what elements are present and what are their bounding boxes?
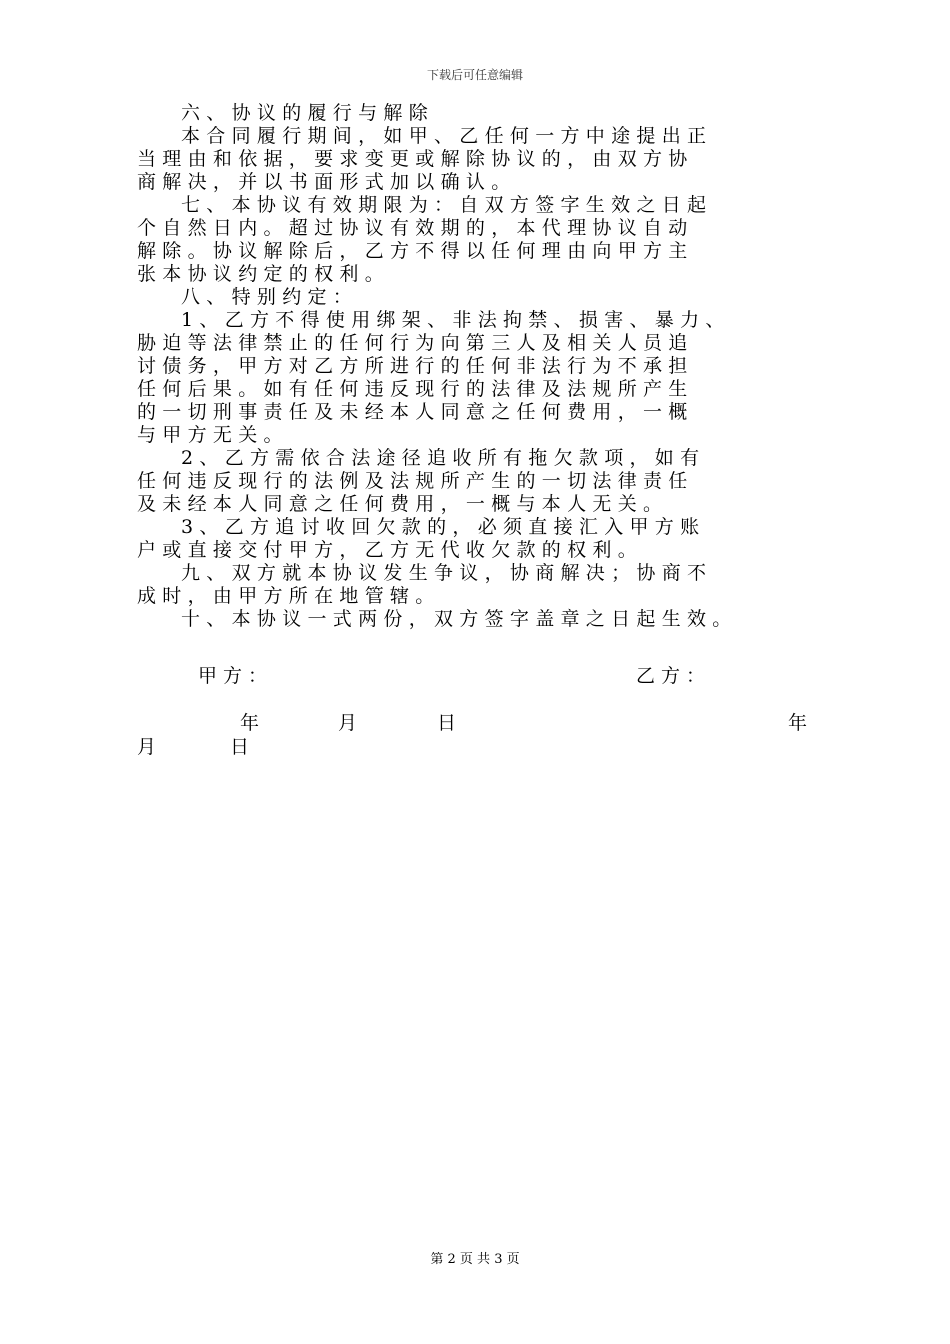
text-line: 2、乙方需依合法途径追收所有拖欠款项，如有 <box>181 447 706 469</box>
text-line: 任何后果。如有任何违反现行的法律及法规所产生 <box>137 378 694 400</box>
party-b-date-day: 日 <box>230 736 250 758</box>
text-line: 3、乙方追讨收回欠款的，必须直接汇入甲方账 <box>181 516 706 538</box>
text-line: 七、本协议有效期限为：自双方签字生效之日起 <box>181 194 713 216</box>
text-line: 当理由和依据，要求变更或解除协议的，由双方协 <box>137 148 694 170</box>
text-line: 任何违反现行的法例及法规所产生的一切法律责任 <box>137 470 694 492</box>
text-line: 解除。协议解除后，乙方不得以任何理由向甲方主 <box>137 240 694 262</box>
text-line: 1、乙方不得使用绑架、非法拘禁、损害、暴力、 <box>181 309 731 331</box>
text-line: 及未经本人同意之任何费用，一概与本人无关。 <box>137 493 669 515</box>
text-line: 十、本协议一式两份，双方签字盖章之日起生效。 <box>181 608 738 630</box>
party-a-date-year: 年 <box>240 712 260 734</box>
text-line: 九、双方就本协议发生争议，协商解决；协商不 <box>181 562 713 584</box>
text-line: 个自然日内。超过协议有效期的，本代理协议自动 <box>137 217 694 239</box>
text-line: 八、特别约定： <box>181 286 359 308</box>
party-b-date-year: 年 <box>788 712 808 734</box>
text-line: 胁迫等法律禁止的任何行为向第三人及相关人员追 <box>137 332 694 354</box>
text-line: 本合同履行期间，如甲、乙任何一方中途提出正 <box>181 125 713 147</box>
party-b-date-month: 月 <box>137 736 157 758</box>
party-a-date-month: 月 <box>338 712 358 734</box>
text-line: 商解决，并以书面形式加以确认。 <box>137 171 517 193</box>
text-line: 户或直接交付甲方，乙方无代收欠款的权利。 <box>137 539 644 561</box>
text-line: 的一切刑事责任及未经本人同意之任何费用，一概 <box>137 401 694 423</box>
text-line: 六、协议的履行与解除 <box>181 102 435 124</box>
document-body <box>137 102 837 631</box>
page-footer: 第 2 页 共 3 页 <box>430 1252 520 1267</box>
party-a-date-day: 日 <box>437 712 457 734</box>
text-line: 与甲方无关。 <box>137 424 289 446</box>
party-a-label: 甲方： <box>198 665 274 687</box>
text-line: 张本协议约定的权利。 <box>137 263 391 285</box>
text-line: 讨债务，甲方对乙方所进行的任何非法行为不承担 <box>137 355 694 377</box>
page-header: 下载后可任意编辑 <box>426 68 523 82</box>
party-b-label: 乙方： <box>636 665 712 687</box>
text-line: 成时，由甲方所在地管辖。 <box>137 585 441 607</box>
